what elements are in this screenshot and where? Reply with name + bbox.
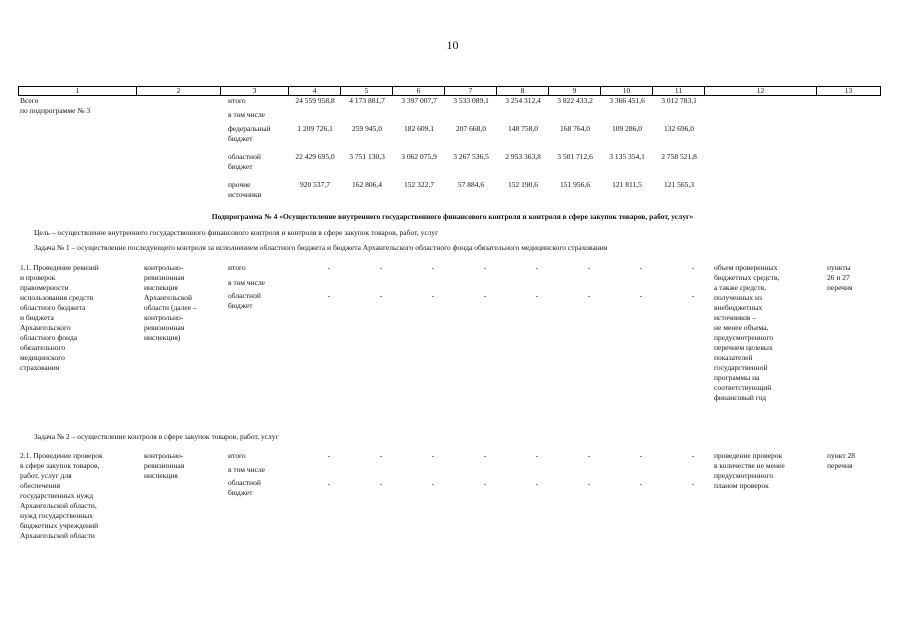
total-value-cell: 2 758 521,8 [661, 152, 697, 161]
col-header: 13 [817, 87, 881, 96]
total-value-cell: 3 533 089,1 [453, 96, 489, 105]
total-value-cell: 152 322,7 [404, 180, 434, 189]
total-source-label: прочие источники [228, 180, 262, 199]
total-value-cell: 3 135 354,1 [609, 152, 645, 161]
col-header: 9 [549, 87, 601, 96]
total-value-cell: 151 956,6 [560, 180, 590, 189]
total-source-label: федеральный бюджет [228, 124, 271, 143]
total-source-label: итого [228, 96, 246, 105]
col-header: 8 [497, 87, 549, 96]
item2-src-incl: в том числе [228, 465, 266, 474]
item1-src-total: итого [228, 263, 246, 272]
item2-name: 2.1. Проведение проверок в сфере закупок товаров, работ, услуг для обеспечения государственных нужд Архангельской области, нужд государственных бюджетных учреждений Архангельской области [20, 451, 103, 540]
goal-text: Цель – осуществление внутреннего государственного финансового контроля и контроля в сфере закупок товаров, работ, услуг [34, 228, 439, 237]
total-value-cell: 121 565,3 [664, 180, 694, 189]
col-header: 11 [653, 87, 705, 96]
total-label: Всего по подпрограмме № 3 [20, 96, 91, 115]
empty-value-dash: - [483, 479, 487, 488]
col-header: 3 [221, 87, 289, 96]
col-header: 2 [137, 87, 221, 96]
item2-result: проведение проверок в количестве не менее предусмотренного планом проверок [714, 451, 785, 490]
total-value-cell: 22 429 695,0 [295, 152, 335, 161]
empty-value-dash: - [691, 479, 695, 488]
empty-value-dash: - [639, 451, 643, 460]
total-value-cell: 182 609,1 [404, 124, 434, 133]
empty-value-dash: - [483, 291, 487, 300]
col-header: 12 [705, 87, 817, 96]
col-header: 4 [289, 87, 341, 96]
total-value-cell: 207 668,0 [456, 124, 486, 133]
empty-value-dash: - [431, 451, 435, 460]
empty-value-dash: - [379, 451, 383, 460]
empty-value-dash: - [639, 291, 643, 300]
item2-executor: контрольно- ревизионная инспекция [144, 451, 185, 480]
total-value-cell: 920 537,7 [300, 180, 330, 189]
empty-value-dash: - [327, 263, 331, 272]
subprogram-title: Подпрограмма № 4 «Осуществление внутреннего государственного финансового контроля и контроля в сфере закупок товаров, работ, услуг» [211, 212, 694, 221]
total-value-cell: 3 751 130,3 [349, 152, 385, 161]
empty-value-dash: - [691, 451, 695, 460]
item1-points: пункты 26 и 27 перечня [827, 263, 853, 292]
total-value-cell: 2 953 363,8 [505, 152, 541, 161]
item2-points: пункт 28 перечня [827, 451, 855, 470]
empty-value-dash: - [327, 291, 331, 300]
empty-value-dash: - [483, 263, 487, 272]
total-value-cell: 3 366 451,6 [609, 96, 645, 105]
empty-value-dash: - [639, 263, 643, 272]
total-value-cell: 3 501 712,6 [557, 152, 593, 161]
column-header-row [18, 86, 881, 96]
task2-text: Задача № 2 – осуществление контроля в сфере закупок товаров, работ, услуг [34, 432, 279, 441]
total-source-label: областной бюджет [228, 152, 261, 171]
total-value-cell: 24 559 958,8 [295, 96, 335, 105]
total-value-cell: 57 884,6 [457, 180, 485, 189]
empty-value-dash: - [535, 451, 539, 460]
total-value-cell: 3 397 007,7 [401, 96, 437, 105]
total-value-cell: 4 173 881,7 [349, 96, 385, 105]
col-header: 5 [341, 87, 393, 96]
empty-value-dash: - [535, 263, 539, 272]
total-source-label: в том числе [228, 110, 266, 119]
total-value-cell: 162 806,4 [352, 180, 382, 189]
item1-src-incl: в том числе [228, 278, 266, 287]
page-number: 10 [446, 38, 459, 52]
empty-value-dash: - [587, 291, 591, 300]
total-value-cell: 109 286,0 [612, 124, 642, 133]
col-header: 10 [601, 87, 653, 96]
total-value-cell: 3 012 783,1 [661, 96, 697, 105]
empty-value-dash: - [587, 479, 591, 488]
item1-result: объем проверенных бюджетных средств, а также средств, полученных из внебюджетных источников – не менее объема, предусмотренного перечнем целевых показателей государственной программы на соответствующий финансовый год [714, 263, 780, 402]
empty-value-dash: - [587, 263, 591, 272]
empty-value-dash: - [431, 479, 435, 488]
total-value-cell: 3 062 075,9 [401, 152, 437, 161]
empty-value-dash: - [639, 479, 643, 488]
col-header: 1 [19, 87, 137, 96]
empty-value-dash: - [327, 451, 331, 460]
empty-value-dash: - [587, 451, 591, 460]
item2-src-regional: областной бюджет [228, 478, 261, 497]
total-value-cell: 148 758,0 [508, 124, 538, 133]
empty-value-dash: - [379, 263, 383, 272]
empty-value-dash: - [431, 291, 435, 300]
task1-text: Задача № 1 – осуществление последующего контроля за исполнением областного бюджета и бюджета Архангельского областного фонда обязательного медицинского страхования [34, 243, 608, 252]
total-value-cell: 259 945,0 [352, 124, 382, 133]
empty-value-dash: - [379, 291, 383, 300]
total-value-cell: 1 209 726,1 [297, 124, 333, 133]
total-value-cell: 3 267 536,5 [453, 152, 489, 161]
total-value-cell: 152 190,6 [508, 180, 538, 189]
total-value-cell: 168 764,0 [560, 124, 590, 133]
total-value-cell: 3 822 433,2 [557, 96, 593, 105]
empty-value-dash: - [691, 291, 695, 300]
item2-src-total: итого [228, 451, 246, 460]
item1-src-regional: областной бюджет [228, 291, 261, 310]
empty-value-dash: - [483, 451, 487, 460]
empty-value-dash: - [535, 479, 539, 488]
empty-value-dash: - [691, 263, 695, 272]
empty-value-dash: - [327, 479, 331, 488]
empty-value-dash: - [379, 479, 383, 488]
total-value-cell: 3 254 312,4 [505, 96, 541, 105]
col-header: 7 [445, 87, 497, 96]
item1-name: 1.1. Проведение ревизий и проверок правомерности использования средств областного бюджета и бюджета Архангельского областного фонда обязательного медицинского страхования [20, 263, 99, 372]
empty-value-dash: - [535, 291, 539, 300]
col-header: 6 [393, 87, 445, 96]
empty-value-dash: - [431, 263, 435, 272]
total-value-cell: 121 811,5 [612, 180, 642, 189]
total-value-cell: 132 696,0 [664, 124, 694, 133]
item1-executor: контрольно- ревизионная инспекция Архангельской области (далее – контрольно- ревизионная инспекция) [144, 263, 197, 342]
